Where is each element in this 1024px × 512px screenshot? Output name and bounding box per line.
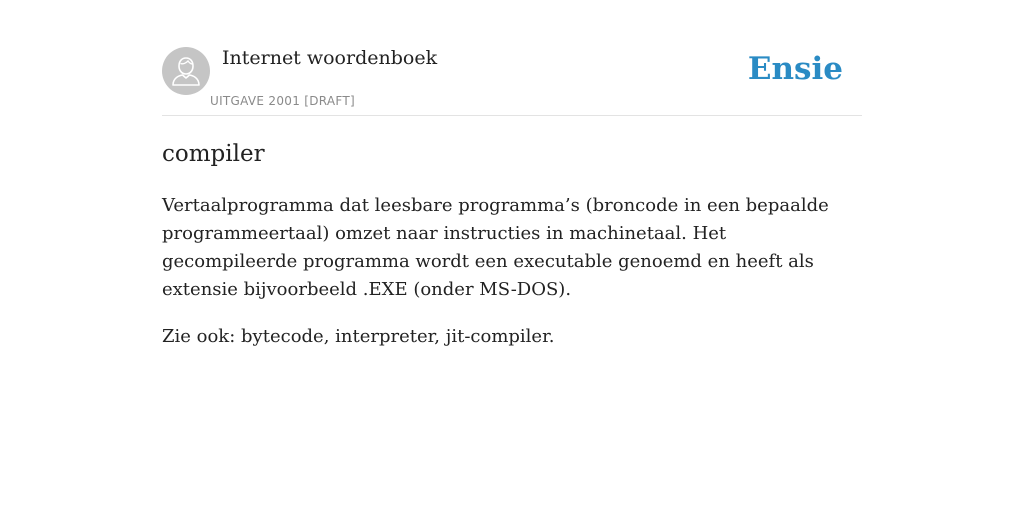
- see-also-terminator: .: [548, 326, 555, 347]
- see-also-link-bytecode[interactable]: bytecode: [241, 326, 324, 347]
- see-also-separator: ,: [323, 326, 336, 347]
- see-also-label: Zie ook:: [162, 326, 236, 347]
- site-title[interactable]: Internet woordenboek: [222, 47, 438, 69]
- user-silhouette-icon: [162, 47, 210, 95]
- page-container: [162, 0, 862, 512]
- entry-term: compiler: [162, 141, 265, 167]
- see-also-separator: ,: [434, 326, 446, 347]
- see-also-link-interpreter[interactable]: interpreter: [335, 326, 435, 347]
- see-also: [162, 323, 852, 351]
- brand-logo[interactable]: Ensie: [747, 51, 843, 87]
- header: [162, 0, 862, 116]
- entry-definition: Vertaalprogramma dat leesbare programma’s (broncode in een bepaalde programmeertaal) omzet naar instructies in machinetaal. Het gecompileerde programma wordt een executable genoemd en heeft als extensie bijvoorbeeld .EXE (onder MS-DOS).: [162, 195, 829, 300]
- edition-label: UITGAVE 2001 [DRAFT]: [210, 94, 356, 108]
- user-avatar-icon[interactable]: [162, 47, 210, 95]
- see-also-link-jit-compiler[interactable]: jit-compiler: [445, 326, 549, 347]
